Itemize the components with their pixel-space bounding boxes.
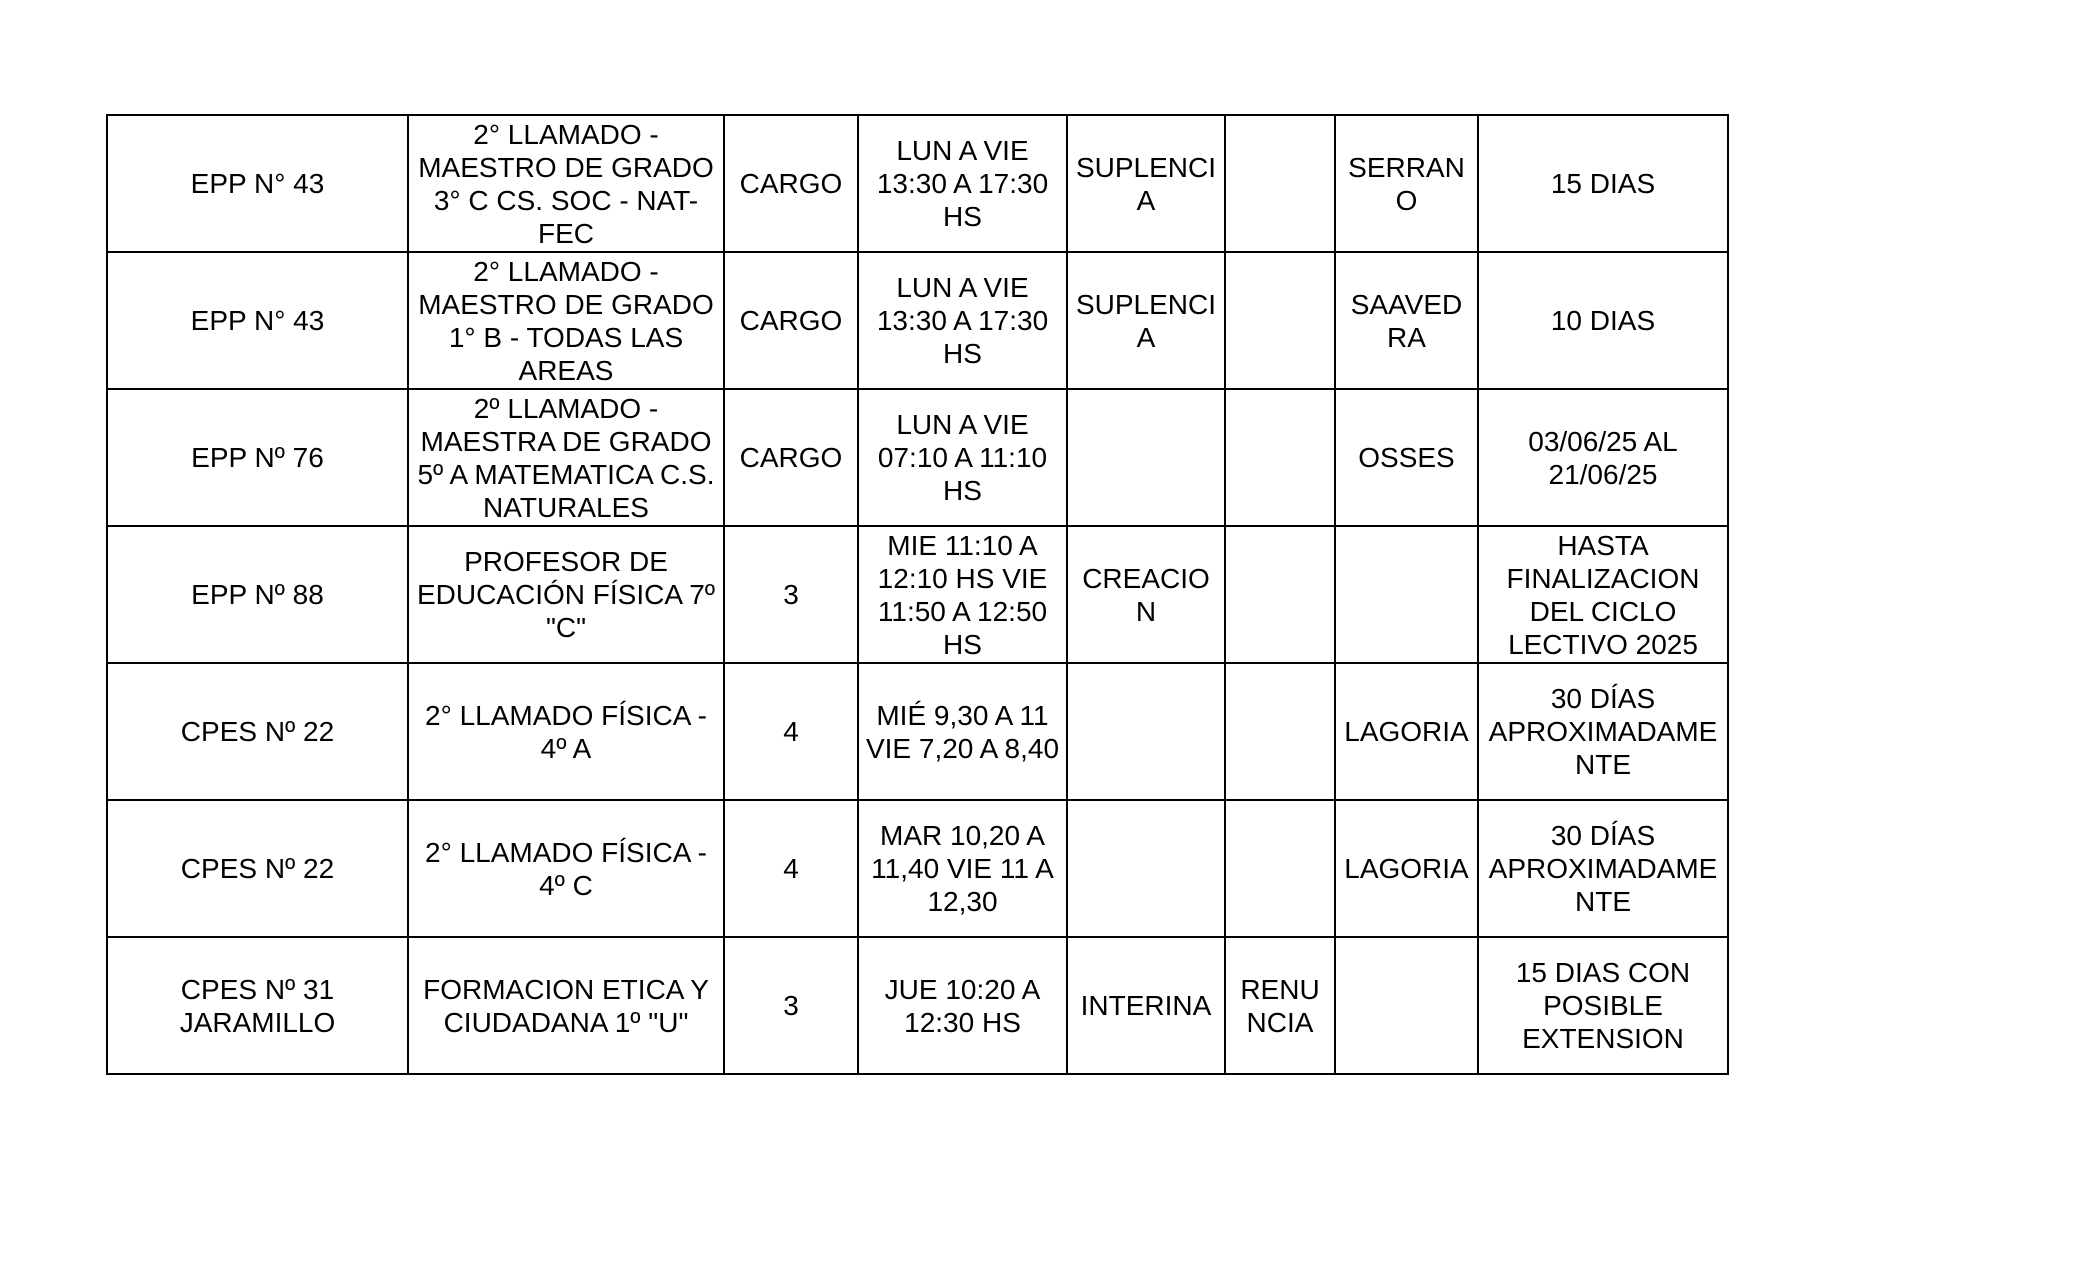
situation-cell — [1067, 389, 1225, 526]
duration-cell: 10 DIAS — [1478, 252, 1728, 389]
duration-cell: 30 DÍAS APROXIMADAMENTE — [1478, 800, 1728, 937]
schedule-cell: MIÉ 9,30 A 11 VIE 7,20 A 8,40 — [858, 663, 1067, 800]
table-row — [107, 937, 1728, 1074]
duration-cell: 03/06/25 AL 21/06/25 — [1478, 389, 1728, 526]
teacher-cell — [1335, 526, 1478, 663]
table-row — [107, 800, 1728, 937]
table-row — [107, 663, 1728, 800]
teacher-cell: LAGORIA — [1335, 800, 1478, 937]
table-row — [107, 115, 1728, 252]
schedule-cell: LUN A VIE 07:10 A 11:10 HS — [858, 389, 1067, 526]
teacher-cell — [1335, 937, 1478, 1074]
school-cell: CPES Nº 22 — [107, 663, 408, 800]
type-cell: 3 — [724, 937, 858, 1074]
type-cell: CARGO — [724, 389, 858, 526]
school-cell: CPES Nº 22 — [107, 800, 408, 937]
type-cell: 4 — [724, 800, 858, 937]
teacher-cell: SAAVEDRA — [1335, 252, 1478, 389]
position-cell: FORMACION ETICA Y CIUDADANA 1º "U" — [408, 937, 724, 1074]
duration-cell: 30 DÍAS APROXIMADAMENTE — [1478, 663, 1728, 800]
reason-cell — [1225, 252, 1335, 389]
schedule-cell: MIE 11:10 A 12:10 HS VIE 11:50 A 12:50 HS — [858, 526, 1067, 663]
reason-cell — [1225, 389, 1335, 526]
situation-cell: SUPLENCIA — [1067, 115, 1225, 252]
position-cell: 2° LLAMADO FÍSICA - 4º A — [408, 663, 724, 800]
table-row — [107, 252, 1728, 389]
position-cell: 2º LLAMADO - MAESTRA DE GRADO 5º A MATEMATICA C.S. NATURALES — [408, 389, 724, 526]
school-cell: EPP N° 43 — [107, 115, 408, 252]
position-cell: PROFESOR DE EDUCACIÓN FÍSICA 7º "C" — [408, 526, 724, 663]
situation-cell — [1067, 663, 1225, 800]
type-cell: CARGO — [724, 115, 858, 252]
type-cell: 3 — [724, 526, 858, 663]
situation-cell: INTERINA — [1067, 937, 1225, 1074]
duration-cell: HASTA FINALIZACION DEL CICLO LECTIVO 2025 — [1478, 526, 1728, 663]
situation-cell: SUPLENCIA — [1067, 252, 1225, 389]
reason-cell: RENUNCIA — [1225, 937, 1335, 1074]
type-cell: CARGO — [724, 252, 858, 389]
schedule-cell: LUN A VIE 13:30 A 17:30 HS — [858, 252, 1067, 389]
schedule-cell: JUE 10:20 A 12:30 HS — [858, 937, 1067, 1074]
situation-cell: CREACION — [1067, 526, 1225, 663]
situation-cell — [1067, 800, 1225, 937]
reason-cell — [1225, 800, 1335, 937]
type-cell: 4 — [724, 663, 858, 800]
vacancy-table — [106, 114, 1729, 1075]
position-cell: 2° LLAMADO - MAESTRO DE GRADO 1° B - TODAS LAS AREAS — [408, 252, 724, 389]
teacher-cell: OSSES — [1335, 389, 1478, 526]
reason-cell — [1225, 663, 1335, 800]
table-row — [107, 389, 1728, 526]
reason-cell — [1225, 526, 1335, 663]
teacher-cell: SERRANO — [1335, 115, 1478, 252]
school-cell: CPES Nº 31 JARAMILLO — [107, 937, 408, 1074]
position-cell: 2° LLAMADO - MAESTRO DE GRADO 3° C CS. SOC - NAT-FEC — [408, 115, 724, 252]
schedule-cell: LUN A VIE 13:30 A 17:30 HS — [858, 115, 1067, 252]
table-row — [107, 526, 1728, 663]
schedule-cell: MAR 10,20 A 11,40 VIE 11 A 12,30 — [858, 800, 1067, 937]
school-cell: EPP Nº 76 — [107, 389, 408, 526]
teacher-cell: LAGORIA — [1335, 663, 1478, 800]
duration-cell: 15 DIAS — [1478, 115, 1728, 252]
school-cell: EPP N° 43 — [107, 252, 408, 389]
position-cell: 2° LLAMADO FÍSICA - 4º C — [408, 800, 724, 937]
duration-cell: 15 DIAS CON POSIBLE EXTENSION — [1478, 937, 1728, 1074]
reason-cell — [1225, 115, 1335, 252]
school-cell: EPP Nº 88 — [107, 526, 408, 663]
